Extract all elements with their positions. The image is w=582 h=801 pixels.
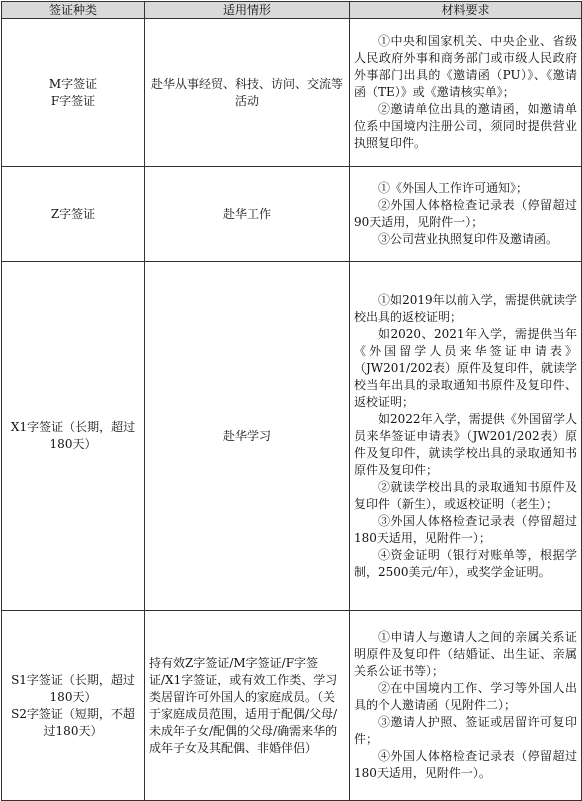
requirement-item: ④外国人体格检查记录表（停留超过180天适用，见附件一）。	[354, 749, 577, 780]
visa-type-label: F字签证	[50, 93, 96, 108]
visa-type-cell	[2, 611, 145, 801]
requirements-cell	[350, 19, 582, 167]
applicable-situation-cell: 赴华学习	[145, 262, 350, 611]
table-row	[2, 167, 582, 262]
table-row	[2, 262, 582, 611]
visa-type-cell	[2, 167, 145, 262]
requirement-item: ③邀请人护照、签证或居留许可复印件；	[354, 715, 577, 746]
requirement-item: ②邀请单位出具的邀请函，如邀请单位系中国境内注册公司，须同时提供营业执照复印件。	[354, 102, 577, 150]
requirements-cell	[350, 262, 582, 611]
requirement-item: ①中央和国家机关、中央企业、省级人民政府外事和商务部门或市级人民政府外事部门出具的《邀请函（PU）》、《邀请函（TE）》或《邀请核实单》；	[354, 34, 577, 99]
requirement-item: ③公司营业执照复印件及邀请函。	[378, 232, 559, 246]
visa-type-label: S2字签证（短期，不超过180天）	[11, 706, 135, 738]
requirements-cell	[350, 611, 582, 801]
visa-type-label: Z字签证	[50, 206, 96, 221]
requirement-item: ①《外国人工作许可通知》；	[378, 181, 529, 195]
table-row	[2, 611, 582, 801]
applicable-situation-cell: 持有效Z字签证/M字签证/F字签证/X1字签证，或有效工作类、学习类居留许可外国人的家庭成员。（关于家庭成员范围，适用于配偶/父母/未成年子女/配偶的父母/确需来华的成年子女及其配偶、非婚伴侣）	[145, 611, 350, 801]
table-header-row	[2, 2, 582, 19]
visa-type-cell	[2, 19, 145, 167]
header-material-requirements: 材料要求	[350, 2, 582, 19]
visa-requirements-table	[1, 1, 582, 801]
visa-type-cell	[2, 262, 145, 611]
visa-type-label: S1字签证（长期，超过180天）	[11, 672, 135, 704]
requirement-item: 如2022年入学，需提供《外国留学人员来华签证申请表》（JW201/202表）原件及复印件，就读学校出具的录取通知书原件及复印件；	[354, 411, 577, 477]
requirement-item: ②就读学校出具的录取通知书原件及复印件（新生），或返校证明（老生）；	[354, 479, 577, 511]
requirement-item: ③外国人体格检查记录表（停留超过180天适用，见附件一）；	[354, 513, 577, 545]
visa-type-label: X1字签证（长期，超过180天）	[10, 420, 136, 451]
header-visa-type: 签证种类	[2, 2, 145, 19]
header-applicable-situation: 适用情形	[145, 2, 350, 19]
requirement-item: 如2020、2021年入学，需提供当年《外国留学人员来华签证申请表》（JW201/202表）原件及复印件，就读学校当年出具的录取通知书原件及复印件、返校证明；	[354, 326, 577, 409]
requirements-cell	[350, 167, 582, 262]
applicable-situation-cell: 赴华工作	[145, 167, 350, 262]
requirement-item: ④资金证明（银行对账单等，根据学制，2500美元/年），或奖学金证明。	[354, 547, 577, 579]
requirement-item: ①申请人与邀请人之间的亲属关系证明原件及复印件（结婚证、出生证、亲属关系公证书等）；	[354, 630, 577, 678]
requirement-item: ②外国人体格检查记录表（停留超过90天适用，见附件一）；	[354, 198, 577, 229]
requirement-item: ②在中国境内工作、学习等外国人出具的个人邀请函（见附件二）；	[354, 681, 577, 712]
applicable-situation-cell: 赴华从事经贸、科技、访问、交流等活动	[145, 19, 350, 167]
requirement-item: ①如2019年以前入学，需提供就读学校出具的返校证明；	[354, 292, 577, 324]
table-row	[2, 19, 582, 167]
visa-type-label: M字签证	[48, 76, 98, 91]
